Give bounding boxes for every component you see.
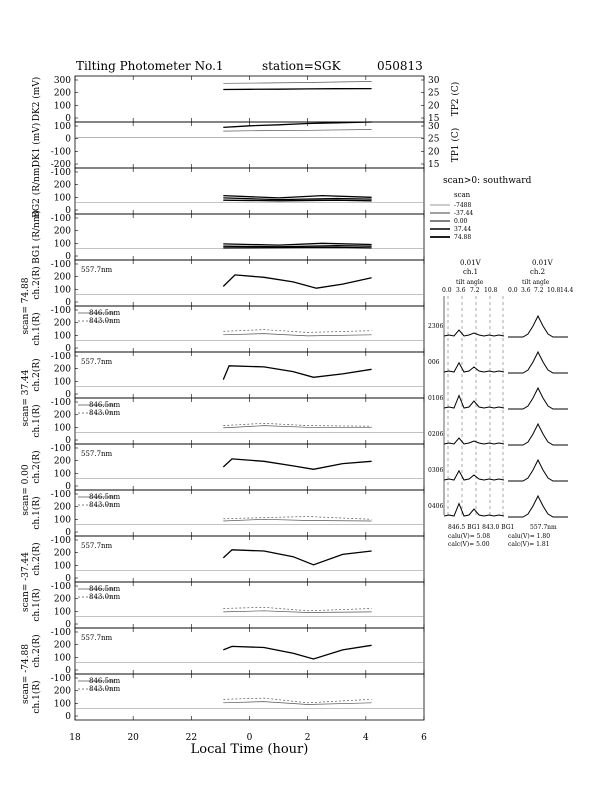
inset-ch2-profile bbox=[508, 496, 568, 517]
y-tick-label: -100 bbox=[50, 147, 71, 158]
panel-frame bbox=[75, 674, 424, 720]
y-tick-label: -100 bbox=[50, 444, 71, 454]
panel-s3a bbox=[31, 444, 424, 492]
wavelength-label: 557.7nm bbox=[81, 542, 113, 550]
inset-time-label: 0106 bbox=[428, 395, 444, 402]
series-line bbox=[223, 243, 371, 245]
panel-frame bbox=[75, 168, 424, 214]
y-tick-label: 100 bbox=[53, 469, 71, 480]
scan-label: scan= -37.44 bbox=[21, 551, 31, 613]
y-axis-label: ch.1(R) bbox=[32, 588, 42, 622]
x-axis bbox=[69, 733, 427, 757]
y-tick-label: 0 bbox=[65, 528, 71, 538]
panel-dk2 bbox=[31, 76, 461, 124]
series-line bbox=[223, 611, 371, 613]
series-line bbox=[223, 275, 371, 288]
figure-header bbox=[76, 59, 423, 73]
y-tick-label: 100 bbox=[53, 101, 71, 112]
x-tick-label: 2 bbox=[304, 733, 311, 743]
series-line bbox=[223, 607, 371, 611]
panel-frame bbox=[75, 490, 424, 536]
wavelength-label: 557.7nm bbox=[81, 634, 113, 642]
inset-tilt-label: tilt angle bbox=[522, 279, 550, 286]
y-tick-label: 200 bbox=[53, 180, 71, 191]
wavelength-label: 557.7nm bbox=[81, 450, 113, 458]
y-tick-label: 200 bbox=[53, 272, 71, 283]
scan-legend-title: scan bbox=[454, 191, 471, 199]
inset-time-label: 0206 bbox=[428, 431, 444, 438]
date-label: 050813 bbox=[377, 59, 423, 73]
series-line bbox=[223, 330, 371, 333]
inset-time-label: 0406 bbox=[428, 503, 444, 510]
y-tick-label: 0 bbox=[65, 344, 71, 354]
y-tick-label: -100 bbox=[50, 628, 71, 638]
station-label: station=SGK bbox=[262, 59, 341, 73]
inset-ch1-profile bbox=[444, 363, 504, 372]
y-tick-label: 100 bbox=[53, 515, 71, 526]
y-axis-label: BG2 (R/nm) bbox=[32, 164, 42, 218]
y-axis-label: ch.1(R) bbox=[32, 680, 42, 714]
inset-time-label: 006 bbox=[428, 359, 440, 366]
y-tick-label: -100 bbox=[50, 582, 71, 592]
scan-legend-label: -7488 bbox=[454, 202, 472, 209]
panel-frame bbox=[75, 214, 424, 260]
y-tick-label: 200 bbox=[53, 410, 71, 421]
inset-ch2-profile bbox=[508, 352, 568, 373]
y-tick-label: 0 bbox=[65, 712, 71, 722]
legend-label: 846.5nm bbox=[89, 585, 121, 593]
inset-calib-label: calu(V)= 1.80 bbox=[508, 533, 551, 540]
panel-frame bbox=[75, 628, 424, 674]
legend-label: 843.0nm bbox=[89, 317, 121, 325]
y-axis-label: BG1 (R/nm) bbox=[32, 210, 42, 264]
inset-ch2-profile bbox=[508, 424, 568, 445]
inset-bottom-label: 846.5 BG1 843.0 BG1 bbox=[448, 524, 515, 531]
legend-label: 846.5nm bbox=[89, 401, 121, 409]
y-tick-label: -100 bbox=[50, 260, 71, 270]
panel-s5b bbox=[31, 674, 424, 722]
inset-tick-label: 14.4 bbox=[560, 287, 574, 294]
scan-legend-label: 0.00 bbox=[454, 218, 468, 225]
inset-ch1-profile bbox=[444, 438, 504, 444]
x-axis-label: Local Time (hour) bbox=[190, 742, 309, 757]
inset-scale-label: 0.01V bbox=[460, 259, 481, 267]
inset-ch1-profile bbox=[444, 330, 504, 336]
x-tick-label: 6 bbox=[421, 733, 427, 743]
inset-time-label: 0306 bbox=[428, 467, 444, 474]
scan-legend-label: 37.44 bbox=[454, 226, 472, 233]
y-tick-label: 0 bbox=[65, 252, 71, 262]
scan-legend-label: 74.88 bbox=[454, 234, 472, 241]
y-tick-label: 0 bbox=[65, 298, 71, 308]
panel-frame bbox=[75, 536, 424, 582]
y-tick-label: -100 bbox=[50, 398, 71, 408]
y-axis-label: DK2 (mV) bbox=[32, 76, 42, 122]
y-tick-label: -100 bbox=[50, 490, 71, 500]
panel-s5a bbox=[31, 628, 424, 676]
scan-label: scan= 74.88 bbox=[21, 277, 31, 335]
y-axis-label: ch.2(R) bbox=[32, 450, 42, 484]
y-tick-label: 100 bbox=[53, 377, 71, 388]
inset-channel-label: ch.1 bbox=[463, 268, 479, 276]
series-line bbox=[223, 122, 371, 127]
series-line bbox=[223, 519, 371, 521]
y-tick-label: 200 bbox=[53, 640, 71, 651]
right-tick-label: 25 bbox=[428, 134, 440, 145]
panel-stack bbox=[31, 76, 461, 722]
series-line bbox=[223, 645, 371, 659]
y-tick-label: 200 bbox=[53, 456, 71, 467]
y-tick-label: 100 bbox=[53, 285, 71, 296]
y-tick-label: 200 bbox=[53, 364, 71, 375]
y-tick-label: 100 bbox=[53, 607, 71, 618]
right-tick-label: 15 bbox=[428, 114, 440, 124]
series-line bbox=[223, 334, 371, 336]
y-tick-label: -100 bbox=[50, 352, 71, 362]
y-axis-label: ch.2(R) bbox=[32, 542, 42, 576]
y-tick-label: 0 bbox=[65, 206, 71, 216]
panel-frame bbox=[75, 306, 424, 352]
y-tick-label: 100 bbox=[53, 193, 71, 204]
panel-bg2 bbox=[31, 164, 424, 218]
legend-label: 846.5nm bbox=[89, 677, 121, 685]
x-tick-label: 4 bbox=[362, 733, 369, 743]
panel-s1b bbox=[31, 306, 424, 354]
right-tick-label: 30 bbox=[428, 122, 440, 132]
inset-tick-label: 10.8 bbox=[547, 287, 561, 294]
y-axis-label: ch.1(R) bbox=[32, 312, 42, 346]
y-tick-label: 100 bbox=[53, 561, 71, 572]
y-tick-label: 200 bbox=[53, 226, 71, 237]
scan-legend bbox=[430, 176, 532, 241]
scan-label: scan= 37.44 bbox=[21, 369, 31, 427]
right-axis-label: TP2 (C) bbox=[451, 81, 461, 117]
inset-tick-label: 7.2 bbox=[534, 287, 544, 294]
scan-label-group bbox=[21, 277, 31, 704]
legend-label: 846.5nm bbox=[89, 493, 121, 501]
y-tick-label: -100 bbox=[50, 168, 71, 178]
inset-channel-label: ch.2 bbox=[530, 268, 546, 276]
inset-ch1-profile bbox=[444, 396, 504, 408]
series-line bbox=[223, 702, 371, 705]
panel-frame bbox=[75, 398, 424, 444]
y-axis-label: DK1 (mV) bbox=[32, 122, 42, 168]
inset-tick-label: 3.6 bbox=[521, 287, 531, 294]
tilt-profile-inset bbox=[428, 259, 574, 548]
panel-s4b bbox=[31, 582, 424, 630]
figure-title: Tilting Photometer No.1 bbox=[76, 59, 224, 73]
x-tick-label: 22 bbox=[185, 733, 198, 743]
scan-note: scan>0: southward bbox=[443, 176, 532, 186]
legend-label: 843.0nm bbox=[89, 409, 121, 417]
panel-frame bbox=[75, 122, 424, 168]
inset-ch1-profile bbox=[444, 504, 504, 516]
right-tick-label: 15 bbox=[428, 160, 440, 170]
panel-s1a bbox=[31, 260, 424, 308]
panel-frame bbox=[75, 352, 424, 398]
inset-ch2-profile bbox=[508, 388, 568, 409]
right-tick-label: 30 bbox=[428, 76, 440, 86]
right-tick-label: 25 bbox=[428, 88, 440, 99]
series-line bbox=[223, 426, 371, 428]
y-tick-label: -100 bbox=[50, 214, 71, 224]
scan-label: scan= 0.00 bbox=[21, 464, 31, 516]
series-line bbox=[223, 196, 371, 198]
y-tick-label: 200 bbox=[53, 594, 71, 605]
inset-tick-label: 10.8 bbox=[484, 287, 498, 294]
inset-tick-label: 7.2 bbox=[470, 287, 480, 294]
scan-legend-label: -37.44 bbox=[454, 210, 474, 217]
legend-label: 843.0nm bbox=[89, 685, 121, 693]
series-line bbox=[223, 82, 371, 84]
y-tick-label: 300 bbox=[53, 76, 71, 86]
panel-bg1 bbox=[31, 210, 424, 264]
series-line bbox=[223, 130, 371, 132]
x-tick-label: 0 bbox=[246, 733, 253, 743]
y-axis-label: ch.1(R) bbox=[32, 404, 42, 438]
y-tick-label: 0 bbox=[65, 666, 71, 676]
y-tick-label: 200 bbox=[53, 502, 71, 513]
y-tick-label: 0 bbox=[65, 436, 71, 446]
series-line bbox=[223, 550, 371, 565]
legend-label: 843.0nm bbox=[89, 501, 121, 509]
y-tick-label: -100 bbox=[50, 674, 71, 684]
y-axis-label: ch.2(R) bbox=[32, 634, 42, 668]
inset-ch1-profile bbox=[444, 471, 504, 480]
inset-tick-label: 0.0 bbox=[442, 287, 452, 294]
inset-scale-label: 0.01V bbox=[532, 259, 553, 267]
series-line bbox=[223, 246, 371, 247]
inset-calib-label: calc(V)= 1.81 bbox=[508, 541, 550, 548]
panel-s2a bbox=[31, 352, 424, 400]
series-line bbox=[223, 89, 371, 90]
panel-frame bbox=[75, 260, 424, 306]
y-axis-label: ch.1(R) bbox=[32, 496, 42, 530]
y-tick-label: -100 bbox=[50, 306, 71, 316]
series-line bbox=[223, 423, 371, 426]
inset-calib-label: calu(V)= 5.08 bbox=[448, 533, 491, 540]
inset-time-label: 2306 bbox=[428, 323, 444, 330]
y-tick-label: -100 bbox=[50, 536, 71, 546]
inset-tick-label: 3.6 bbox=[456, 287, 466, 294]
inset-tick-label: 0.0 bbox=[508, 287, 518, 294]
y-tick-label: 0 bbox=[65, 574, 71, 584]
panel-s2b bbox=[31, 398, 424, 446]
y-tick-label: 100 bbox=[53, 653, 71, 664]
y-tick-label: 200 bbox=[53, 318, 71, 329]
panel-dk1 bbox=[31, 122, 461, 170]
panel-frame bbox=[75, 582, 424, 628]
series-line bbox=[223, 198, 371, 200]
series-line bbox=[223, 247, 371, 248]
series-line bbox=[223, 517, 371, 520]
series-line bbox=[223, 459, 371, 469]
y-tick-label: 100 bbox=[53, 699, 71, 710]
scan-label: scan= -74.88 bbox=[21, 643, 31, 705]
legend-label: 846.5nm bbox=[89, 309, 121, 317]
panel-s4a bbox=[31, 536, 424, 584]
inset-bottom-label: 557.7nm bbox=[530, 524, 557, 531]
right-tick-label: 20 bbox=[428, 147, 440, 158]
wavelength-label: 557.7nm bbox=[81, 358, 113, 366]
y-tick-label: 0 bbox=[65, 134, 71, 145]
y-tick-label: -200 bbox=[50, 160, 71, 170]
y-tick-label: 0 bbox=[65, 390, 71, 400]
series-line bbox=[223, 200, 371, 201]
panel-s3b bbox=[31, 490, 424, 538]
x-tick-label: 18 bbox=[69, 733, 81, 743]
panel-frame bbox=[75, 444, 424, 490]
y-tick-label: 100 bbox=[53, 331, 71, 342]
y-axis-label: ch.2(R) bbox=[32, 266, 42, 300]
right-axis-label: TP1 (C) bbox=[451, 127, 461, 163]
y-tick-label: 100 bbox=[53, 423, 71, 434]
y-tick-label: 0 bbox=[65, 482, 71, 492]
right-tick-label: 20 bbox=[428, 101, 440, 112]
y-tick-label: 100 bbox=[53, 122, 71, 132]
y-tick-label: 0 bbox=[65, 620, 71, 630]
inset-ch2-profile bbox=[508, 460, 568, 481]
series-line bbox=[223, 366, 371, 380]
legend-label: 843.0nm bbox=[89, 593, 121, 601]
y-tick-label: 100 bbox=[53, 239, 71, 250]
y-axis-label: ch.2(R) bbox=[32, 358, 42, 392]
inset-tilt-label: tilt angle bbox=[456, 279, 484, 286]
wavelength-label: 557.7nm bbox=[81, 266, 113, 274]
y-tick-label: 200 bbox=[53, 88, 71, 99]
x-tick-label: 20 bbox=[127, 733, 139, 743]
y-tick-label: 0 bbox=[65, 114, 71, 124]
y-tick-label: 200 bbox=[53, 548, 71, 559]
inset-ch2-profile bbox=[508, 316, 568, 337]
y-tick-label: 200 bbox=[53, 686, 71, 697]
inset-calib-label: calc(V)= 5.00 bbox=[448, 541, 490, 548]
